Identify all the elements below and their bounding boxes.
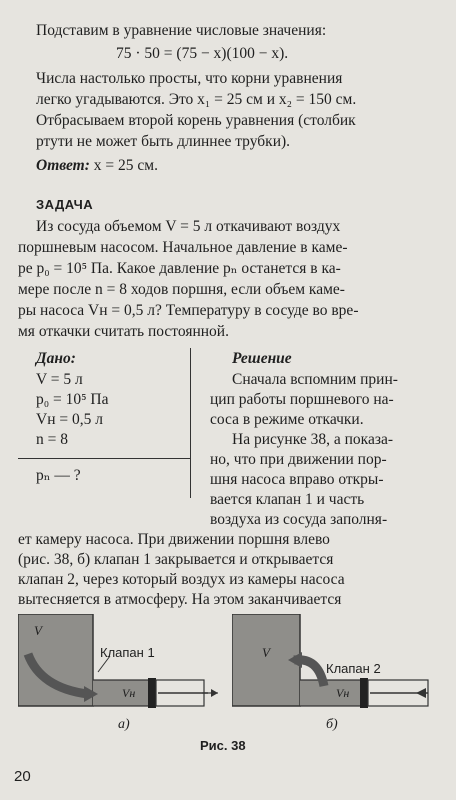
- vessel-label-b: V: [262, 645, 270, 660]
- task-line: Из сосуда объемом V = 5 л откачивают воздух: [36, 218, 341, 235]
- given-item: p₀ = 10⁵ Па: [36, 391, 109, 408]
- solution-line: вается клапан 1 и часть: [210, 491, 365, 508]
- solution-title: Решение: [232, 350, 292, 367]
- arrow-right-icon: [211, 689, 218, 697]
- equation: 75 · 50 = (75 − x)(100 − x).: [116, 45, 289, 62]
- given-item: n = 8: [36, 431, 68, 448]
- find-item: pₙ — ?: [36, 467, 81, 484]
- task-line: мере после n = 8 ходов поршня, если объем каме-: [18, 281, 345, 298]
- task-heading: ЗАДАЧА: [36, 197, 94, 212]
- solution-line: (рис. 38, б) клапан 1 закрывается и открывается: [18, 551, 334, 568]
- solution-line: но, что при движении пор-: [210, 451, 387, 468]
- task-line: ре p₀ = 10⁵ Па. Какое давление pₙ останется в ка-: [18, 260, 341, 277]
- chamber-label-b: Vн: [336, 686, 350, 700]
- solution-line: ет камеру насоса. При движении поршня влево: [18, 531, 330, 548]
- task-line: мя откачки считать постоянной.: [18, 323, 229, 340]
- given-title: Дано:: [36, 350, 76, 367]
- subfigure-b-label: б): [326, 717, 338, 732]
- answer-value: x = 25 см.: [93, 157, 158, 174]
- given-vertical-rule: [190, 348, 191, 498]
- pump-chamber: [300, 680, 360, 706]
- intro-line-4: легко угадываются. Это x₁ = 25 см и x₂ = 150 см.: [36, 91, 357, 108]
- task-line: ры насоса Vн = 0,5 л? Температуру в сосуде во вре-: [18, 302, 359, 319]
- solution-line: Сначала вспомним прин-: [232, 371, 398, 388]
- solution-line: цип работы поршневого на-: [210, 391, 394, 408]
- intro-line-6: ртути не может быть длиннее трубки).: [36, 133, 291, 150]
- solution-line: На рисунке 38, а показа-: [232, 431, 394, 448]
- given-item: V = 5 л: [36, 371, 83, 388]
- answer-label: Ответ:: [36, 157, 90, 174]
- solution-line: вытесняется в атмосферу. На этом заканчивается: [18, 591, 342, 608]
- pump-chamber: [93, 680, 148, 706]
- piston: [360, 678, 368, 708]
- given-item: Vн = 0,5 л: [36, 411, 103, 428]
- task-line: поршневым насосом. Начальное давление в каме-: [18, 239, 348, 256]
- answer-line: [36, 157, 158, 175]
- vessel-label-a: V: [34, 623, 42, 638]
- figure-caption: Рис. 38: [200, 738, 246, 753]
- solution-line: соса в режиме откачки.: [210, 411, 364, 428]
- intro-line-5: Отбрасываем второй корень уравнения (столбик: [36, 112, 356, 129]
- valve1-label: Клапан 1: [100, 645, 155, 660]
- given-divider: [18, 458, 190, 459]
- chamber-label-a: Vн: [122, 686, 136, 700]
- intro-line-1: Подставим в уравнение числовые значения:: [36, 22, 327, 39]
- solution-line: шня насоса вправо откры-: [210, 471, 384, 488]
- page-number: 20: [14, 768, 31, 785]
- subfigure-a-label: а): [118, 717, 130, 732]
- solution-line: клапан 2, через который воздух из камеры насоса: [18, 571, 345, 588]
- solution-line: воздуха из сосуда заполня-: [210, 511, 388, 528]
- valve2-label: Клапан 2: [326, 661, 381, 676]
- intro-line-3: Числа настолько просты, что корни уравнения: [36, 70, 343, 87]
- piston: [148, 678, 156, 708]
